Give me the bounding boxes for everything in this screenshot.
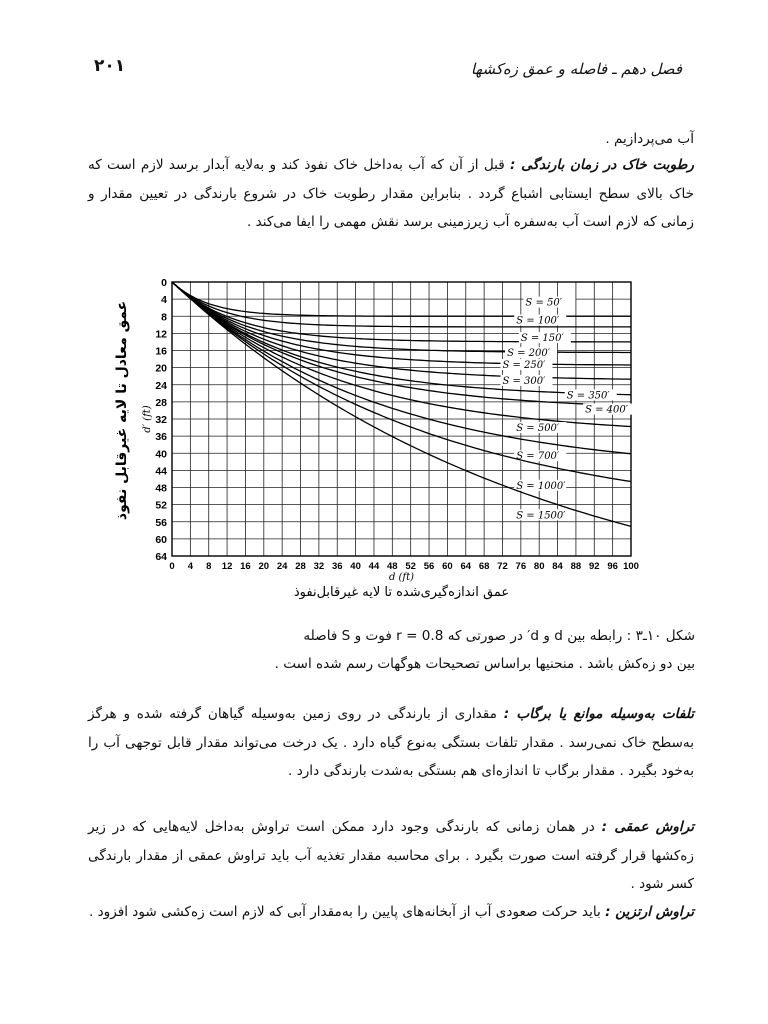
deep-percolation-text: در همان زمانی که بارندگی وجود دارد ممکن است تراوش به‌داخل لایه‌هایی که در زیر زه‌کشها قرار گرفته است صورت بگیرد . برای محاسبه مقدار تغذیه آب باید تراوش عمقی از مقدار بارندگی کسر شود . xyxy=(88,819,694,893)
x-tick-label: 4 xyxy=(187,561,194,572)
series-label: S = 350′ xyxy=(566,390,610,402)
x-tick-label: 76 xyxy=(515,561,527,572)
page-number: ۲۰۱ xyxy=(94,56,126,76)
y-tick-label: 12 xyxy=(155,328,167,341)
x-tick-label: 28 xyxy=(295,561,306,572)
x-tick-label: 20 xyxy=(258,561,270,572)
y-axis-caption: عمق معادل تا لایه غیرقابل نفوذ xyxy=(114,300,130,521)
x-tick-label: 64 xyxy=(460,561,472,572)
x-tick-label: 48 xyxy=(387,561,398,572)
y-tick-label: 44 xyxy=(155,465,167,478)
series-label: S = 150′ xyxy=(520,333,564,345)
y-tick-label: 4 xyxy=(161,294,167,307)
chart-svg xyxy=(100,270,660,615)
y-tick-label: 40 xyxy=(155,448,167,461)
x-tick-label: 12 xyxy=(221,561,233,572)
series-label: S = 100′ xyxy=(516,315,560,327)
deep-percolation-paragraph xyxy=(88,813,694,899)
y-tick-label: 20 xyxy=(155,362,167,375)
x-tick-label: 0 xyxy=(169,561,175,572)
y-tick-label: 64 xyxy=(155,551,167,563)
moisture-text: قبل از آن که آب به‌داخل خاک نفوذ کند و به‌لایه آبدار برسد لازم است که خاک بالای سطح ایستابی اشباع گردد . بنابراین مقدار رطوبت خاک در شروع بارندگی در تعیین مقدار و زمانی که لازم است آب به‌سفره آب زیرزمینی برسد نقش مهمی را ایفا می‌کند . xyxy=(88,157,694,231)
interception-heading: تلفات به‌وسیله موانع یا برگاب : xyxy=(503,706,694,722)
caption-line-2: بین دو زه‌کش باشد . منحنیها براساس تصحیحات هوگهات رسم شده است . xyxy=(274,656,695,672)
series-label: S = 1500′ xyxy=(516,510,566,522)
y-tick-label: 32 xyxy=(155,414,167,426)
y-tick-label: 8 xyxy=(161,311,167,324)
y-tick-label: 16 xyxy=(155,345,167,358)
series-label: S = 700′ xyxy=(516,451,560,463)
x-tick-label: 40 xyxy=(350,561,361,572)
x-tick-label: 56 xyxy=(423,561,435,572)
x-tick-label: 32 xyxy=(313,561,325,572)
y-tick-label: 28 xyxy=(155,396,167,409)
x-tick-label: 44 xyxy=(368,561,380,572)
interception-paragraph xyxy=(88,700,694,786)
y-tick-label: 24 xyxy=(155,379,167,392)
series-label: S = 50′ xyxy=(525,297,563,309)
caption-line-1: شکل ۱۰ـ۳ : رابطه بین d و d′ در صورتی که r = 0.8 فوت و S فاصله xyxy=(303,628,695,644)
y-tick-label: 52 xyxy=(155,499,167,512)
figure-caption xyxy=(140,622,695,678)
y-tick-label: 56 xyxy=(155,516,167,529)
x-tick-label: 92 xyxy=(588,561,600,572)
y-tick-label: 36 xyxy=(155,431,167,444)
series-label: S = 300′ xyxy=(502,375,546,387)
x-tick-label: 24 xyxy=(276,561,288,572)
series-label: S = 500′ xyxy=(516,422,560,434)
x-tick-label: 80 xyxy=(533,561,545,572)
moisture-heading: رطوبت خاک در زمان بارندگی : xyxy=(510,157,694,173)
artesian-text: باید حرکت صعودی آب از آبخانه‌های پایین را به‌مقدار آبی که لازم است زه‌کشی شود افزود . xyxy=(88,904,606,920)
y-tick-label: 48 xyxy=(155,482,167,495)
x-tick-label: 96 xyxy=(607,561,618,572)
series-label: S = 250′ xyxy=(502,360,546,372)
artesian-paragraph xyxy=(88,898,694,927)
series-label: S = 200′ xyxy=(507,348,551,360)
artesian-heading: تراوش ارتزین : xyxy=(605,904,694,920)
y-axis-label: d′ (ft) xyxy=(142,405,153,433)
chapter-title: فصل دهم ـ فاصله و عمق زه‌کشها xyxy=(470,60,682,78)
series-label: S = 400′ xyxy=(585,404,629,416)
x-tick-label: 16 xyxy=(240,561,251,572)
deep-percolation-heading: تراوش عمقی : xyxy=(601,819,694,835)
x-axis-label: d (ft) xyxy=(388,572,415,583)
x-tick-label: 52 xyxy=(405,561,416,572)
x-tick-label: 88 xyxy=(570,561,582,572)
x-tick-label: 84 xyxy=(552,561,563,572)
x-tick-label: 72 xyxy=(497,561,508,572)
x-tick-label: 60 xyxy=(442,561,453,572)
series-label: S = 1000′ xyxy=(516,480,566,492)
x-axis-caption: عمق اندازه‌گیری‌شده تا لایه غیرقابل‌نفوذ xyxy=(293,585,510,600)
x-tick-label: 8 xyxy=(206,561,212,572)
x-tick-label: 36 xyxy=(331,561,343,572)
interception-text: مقداری از بارندگی در روی زمین به‌وسیله گیاهان گرفته شده و هرگز به‌سطح خاک نمی‌رسد . مقدار تلفات بستگی به‌نوع گیاه دارد . یک درخت می‌تواند مقدار قابل توجهی آب را به‌خود بگیرد . مقدار برگاب تا اندازه‌ای هم بستگی به‌شدت بارندگی دارد . xyxy=(88,706,694,780)
moisture-paragraph xyxy=(88,151,694,237)
depth-chart xyxy=(100,270,660,615)
intro-paragraph xyxy=(88,125,694,154)
intro-text: آب می‌پردازیم . xyxy=(605,131,694,147)
y-tick-label: 0 xyxy=(161,277,167,289)
y-tick-label: 60 xyxy=(155,533,167,546)
x-tick-label: 100 xyxy=(623,561,639,572)
x-tick-label: 68 xyxy=(478,561,490,572)
